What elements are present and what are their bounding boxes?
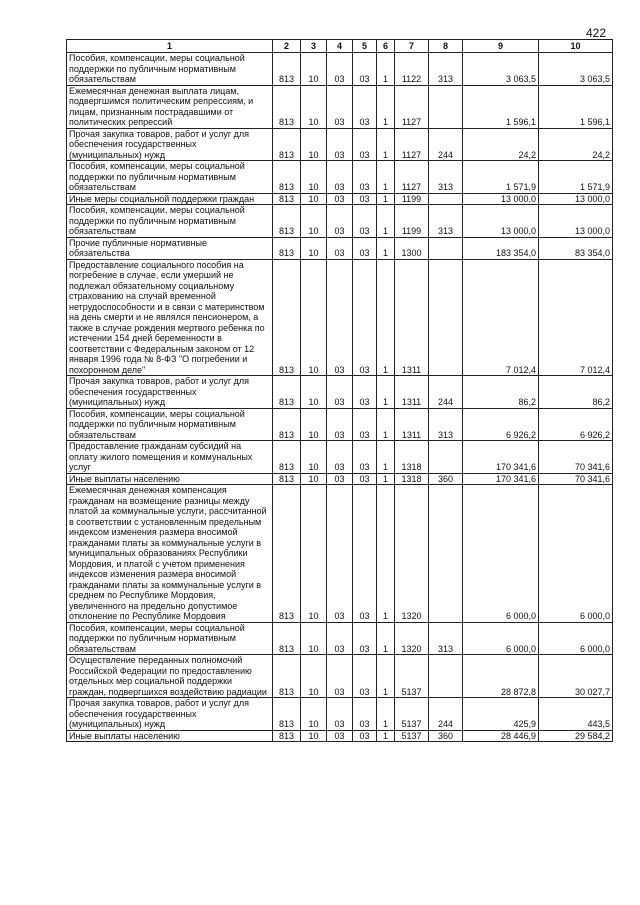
row-value-cell: 13 000,0 — [463, 205, 539, 238]
table-row — [67, 237, 613, 259]
row-value-cell — [429, 441, 463, 474]
column-header: 9 — [463, 40, 539, 53]
row-value-cell: 03 — [353, 473, 377, 485]
row-value-cell: 03 — [327, 408, 353, 441]
row-value-cell: 03 — [353, 376, 377, 409]
column-header: 7 — [395, 40, 429, 53]
row-value-cell: 03 — [327, 473, 353, 485]
row-value-cell: 813 — [273, 376, 301, 409]
row-value-cell: 13 000,0 — [539, 193, 613, 205]
row-value-cell — [429, 193, 463, 205]
row-value-cell: 3 063,5 — [463, 53, 539, 86]
row-value-cell: 6 000,0 — [463, 485, 539, 623]
row-name-cell: Прочая закупка товаров, работ и услуг для обеспечения государственных (муниципальных) нужд — [67, 376, 273, 409]
row-value-cell — [429, 655, 463, 698]
row-value-cell: 1318 — [395, 441, 429, 474]
row-value-cell: 1199 — [395, 205, 429, 238]
row-value-cell: 10 — [301, 473, 327, 485]
row-value-cell: 244 — [429, 698, 463, 731]
row-value-cell: 6 000,0 — [463, 622, 539, 655]
row-value-cell: 5137 — [395, 730, 429, 742]
row-value-cell: 13 000,0 — [539, 205, 613, 238]
page-number: 422 — [586, 26, 607, 40]
row-value-cell: 83 354,0 — [539, 237, 613, 259]
row-value-cell: 10 — [301, 655, 327, 698]
row-value-cell: 10 — [301, 376, 327, 409]
row-value-cell: 1 — [377, 53, 395, 86]
row-value-cell: 170 341,6 — [463, 441, 539, 474]
row-value-cell: 03 — [353, 259, 377, 376]
row-value-cell: 1127 — [395, 161, 429, 194]
row-value-cell: 183 354,0 — [463, 237, 539, 259]
row-value-cell: 813 — [273, 85, 301, 128]
row-value-cell: 03 — [327, 161, 353, 194]
row-value-cell: 10 — [301, 205, 327, 238]
row-value-cell: 813 — [273, 161, 301, 194]
budget-table — [66, 39, 613, 742]
row-value-cell: 6 000,0 — [539, 622, 613, 655]
row-value-cell: 1 — [377, 622, 395, 655]
row-value-cell: 03 — [327, 128, 353, 161]
column-header: 10 — [539, 40, 613, 53]
row-value-cell: 03 — [327, 441, 353, 474]
row-name-cell: Иные выплаты населению — [67, 730, 273, 742]
row-name-cell: Прочая закупка товаров, работ и услуг для обеспечения государственных (муниципальных) нужд — [67, 698, 273, 731]
row-value-cell — [429, 85, 463, 128]
table-row — [67, 441, 613, 474]
row-value-cell: 03 — [353, 441, 377, 474]
row-value-cell: 1 — [377, 85, 395, 128]
row-value-cell: 1 — [377, 259, 395, 376]
row-value-cell: 03 — [327, 622, 353, 655]
row-value-cell: 7 012,4 — [463, 259, 539, 376]
table-row — [67, 161, 613, 194]
row-value-cell: 10 — [301, 237, 327, 259]
row-value-cell: 813 — [273, 730, 301, 742]
row-value-cell: 5137 — [395, 655, 429, 698]
row-value-cell: 03 — [327, 53, 353, 86]
row-value-cell: 170 341,6 — [463, 473, 539, 485]
row-value-cell: 03 — [353, 128, 377, 161]
row-name-cell: Предоставление гражданам субсидий на оплату жилого помещения и коммунальных услуг — [67, 441, 273, 474]
column-header: 3 — [301, 40, 327, 53]
column-header: 1 — [67, 40, 273, 53]
row-value-cell: 03 — [353, 161, 377, 194]
table-row — [67, 85, 613, 128]
row-value-cell: 1311 — [395, 408, 429, 441]
row-value-cell: 86,2 — [539, 376, 613, 409]
row-value-cell: 813 — [273, 259, 301, 376]
row-value-cell: 03 — [353, 698, 377, 731]
row-value-cell: 10 — [301, 408, 327, 441]
row-value-cell: 10 — [301, 485, 327, 623]
table-header-row — [67, 40, 613, 53]
row-value-cell: 1 — [377, 205, 395, 238]
row-value-cell: 1 596,1 — [539, 85, 613, 128]
row-value-cell: 03 — [327, 655, 353, 698]
row-value-cell: 10 — [301, 622, 327, 655]
row-name-cell: Прочие публичные нормативные обязательства — [67, 237, 273, 259]
table-row — [67, 128, 613, 161]
row-value-cell: 813 — [273, 698, 301, 731]
column-header: 4 — [327, 40, 353, 53]
row-value-cell: 1311 — [395, 376, 429, 409]
row-value-cell: 1 — [377, 730, 395, 742]
row-value-cell: 6 000,0 — [539, 485, 613, 623]
row-value-cell: 1127 — [395, 85, 429, 128]
row-value-cell: 813 — [273, 237, 301, 259]
column-header: 8 — [429, 40, 463, 53]
row-value-cell: 313 — [429, 408, 463, 441]
row-value-cell: 30 027,7 — [539, 655, 613, 698]
row-value-cell: 86,2 — [463, 376, 539, 409]
column-header: 2 — [273, 40, 301, 53]
row-value-cell: 03 — [353, 622, 377, 655]
row-value-cell: 7 012,4 — [539, 259, 613, 376]
row-value-cell: 03 — [353, 485, 377, 623]
row-value-cell: 813 — [273, 622, 301, 655]
row-value-cell: 1320 — [395, 622, 429, 655]
row-name-cell: Пособия, компенсации, меры социальной поддержки по публичным нормативным обязательствам — [67, 205, 273, 238]
row-value-cell: 813 — [273, 53, 301, 86]
row-value-cell: 28 446,9 — [463, 730, 539, 742]
row-value-cell: 1 — [377, 473, 395, 485]
row-value-cell: 1 — [377, 485, 395, 623]
table-row — [67, 259, 613, 376]
row-value-cell: 10 — [301, 85, 327, 128]
row-value-cell: 813 — [273, 193, 301, 205]
row-value-cell: 03 — [353, 655, 377, 698]
row-value-cell: 813 — [273, 473, 301, 485]
row-value-cell: 1 — [377, 161, 395, 194]
table-row — [67, 622, 613, 655]
row-value-cell: 313 — [429, 205, 463, 238]
row-value-cell — [429, 237, 463, 259]
row-value-cell: 6 926,2 — [463, 408, 539, 441]
row-value-cell: 10 — [301, 193, 327, 205]
table-row — [67, 485, 613, 623]
row-value-cell: 03 — [327, 237, 353, 259]
row-name-cell: Ежемесячная денежная выплата лицам, подвергшимся политическим репрессиям, и лицам, признанным пострадавшими от политических репрессий — [67, 85, 273, 128]
row-value-cell: 1 571,9 — [539, 161, 613, 194]
row-value-cell: 1199 — [395, 193, 429, 205]
row-value-cell: 29 584,2 — [539, 730, 613, 742]
row-value-cell: 03 — [327, 193, 353, 205]
row-name-cell: Пособия, компенсации, меры социальной поддержки по публичным нормативным обязательствам — [67, 622, 273, 655]
row-name-cell: Пособия, компенсации, меры социальной поддержки по публичным нормативным обязательствам — [67, 408, 273, 441]
row-value-cell: 03 — [327, 85, 353, 128]
row-value-cell: 03 — [353, 53, 377, 86]
table-row — [67, 53, 613, 86]
row-value-cell: 03 — [353, 85, 377, 128]
row-value-cell: 813 — [273, 441, 301, 474]
row-value-cell: 10 — [301, 128, 327, 161]
row-value-cell: 24,2 — [463, 128, 539, 161]
table-row — [67, 698, 613, 731]
row-value-cell — [429, 485, 463, 623]
row-value-cell: 03 — [327, 205, 353, 238]
row-value-cell: 03 — [327, 698, 353, 731]
table-row — [67, 193, 613, 205]
row-value-cell: 360 — [429, 730, 463, 742]
row-value-cell: 313 — [429, 161, 463, 194]
row-value-cell: 1 — [377, 237, 395, 259]
row-value-cell: 313 — [429, 622, 463, 655]
row-value-cell: 03 — [327, 730, 353, 742]
row-name-cell: Иные меры социальной поддержки граждан — [67, 193, 273, 205]
row-value-cell: 03 — [353, 237, 377, 259]
row-value-cell: 1320 — [395, 485, 429, 623]
row-value-cell: 1 — [377, 698, 395, 731]
row-value-cell: 313 — [429, 53, 463, 86]
row-value-cell — [429, 259, 463, 376]
row-value-cell: 1300 — [395, 237, 429, 259]
row-value-cell: 813 — [273, 655, 301, 698]
row-value-cell: 03 — [327, 376, 353, 409]
table-row — [67, 376, 613, 409]
row-value-cell: 813 — [273, 408, 301, 441]
row-value-cell: 1 — [377, 655, 395, 698]
row-value-cell: 10 — [301, 730, 327, 742]
row-value-cell: 24,2 — [539, 128, 613, 161]
row-value-cell: 1 596,1 — [463, 85, 539, 128]
row-value-cell: 10 — [301, 53, 327, 86]
row-value-cell: 1127 — [395, 128, 429, 161]
row-value-cell: 1318 — [395, 473, 429, 485]
row-value-cell: 1 571,9 — [463, 161, 539, 194]
row-value-cell: 03 — [327, 485, 353, 623]
row-value-cell: 70 341,6 — [539, 473, 613, 485]
row-value-cell: 813 — [273, 205, 301, 238]
row-value-cell: 1 — [377, 128, 395, 161]
row-value-cell: 70 341,6 — [539, 441, 613, 474]
row-value-cell: 360 — [429, 473, 463, 485]
row-value-cell: 244 — [429, 376, 463, 409]
table-row — [67, 655, 613, 698]
row-value-cell: 813 — [273, 128, 301, 161]
row-value-cell: 3 063,5 — [539, 53, 613, 86]
row-value-cell: 425,9 — [463, 698, 539, 731]
row-value-cell: 13 000,0 — [463, 193, 539, 205]
row-name-cell: Предоставление социального пособия на погребение в случае, если умерший не подлежал обязательному социальному страхованию на случай временной нетрудоспособности и в связи с материнством на день смерти и не являлся пенсионером, а также в случае рождения мертвого ребенка по истечении 154 дней беременности в соответствии с Федеральным законом от 12 января 1996 года № 8-ФЗ "О погребении и похоронном деле" — [67, 259, 273, 376]
table-row — [67, 730, 613, 742]
row-name-cell: Иные выплаты населению — [67, 473, 273, 485]
row-value-cell: 28 872,8 — [463, 655, 539, 698]
row-value-cell: 6 926,2 — [539, 408, 613, 441]
row-name-cell: Пособия, компенсации, меры социальной поддержки по публичным нормативным обязательствам — [67, 161, 273, 194]
table-row — [67, 408, 613, 441]
row-value-cell: 813 — [273, 485, 301, 623]
row-name-cell: Ежемесячная денежная компенсация гражданам на возмещение разницы между платой за коммунальные услуги, рассчитанной в соответствии с установленным предельным индексом изменения размера вносимой гражданами платы за коммунальные услуги в муниципальных образованиях Республики Мордовия, и платой с учетом применения индексов изменения размера вносимой гражданами платы за коммунальные услуги в среднем по Республике Мордовия, увеличенного на предельно допустимое отклонение по Республике Мордовия — [67, 485, 273, 623]
row-value-cell: 1 — [377, 376, 395, 409]
row-value-cell: 10 — [301, 441, 327, 474]
row-value-cell: 1 — [377, 441, 395, 474]
row-value-cell: 10 — [301, 259, 327, 376]
row-name-cell: Пособия, компенсации, меры социальной поддержки по публичным нормативным обязательствам — [67, 53, 273, 86]
row-value-cell: 03 — [353, 408, 377, 441]
row-value-cell: 443,5 — [539, 698, 613, 731]
row-value-cell: 03 — [353, 730, 377, 742]
row-value-cell: 1 — [377, 193, 395, 205]
row-value-cell: 244 — [429, 128, 463, 161]
row-value-cell: 1311 — [395, 259, 429, 376]
row-value-cell: 1 — [377, 408, 395, 441]
row-value-cell: 5137 — [395, 698, 429, 731]
row-value-cell: 10 — [301, 698, 327, 731]
row-value-cell: 03 — [353, 193, 377, 205]
column-header: 5 — [353, 40, 377, 53]
row-value-cell: 03 — [353, 205, 377, 238]
table-row — [67, 473, 613, 485]
row-value-cell: 03 — [327, 259, 353, 376]
row-name-cell: Прочая закупка товаров, работ и услуг для обеспечения государственных (муниципальных) нужд — [67, 128, 273, 161]
row-value-cell: 1122 — [395, 53, 429, 86]
row-name-cell: Осуществление переданных полномочий Российской Федерации по предоставлению отдельных мер социальной поддержки граждан, подвергшихся воздействию радиации — [67, 655, 273, 698]
row-value-cell: 10 — [301, 161, 327, 194]
column-header: 6 — [377, 40, 395, 53]
table-row — [67, 205, 613, 238]
